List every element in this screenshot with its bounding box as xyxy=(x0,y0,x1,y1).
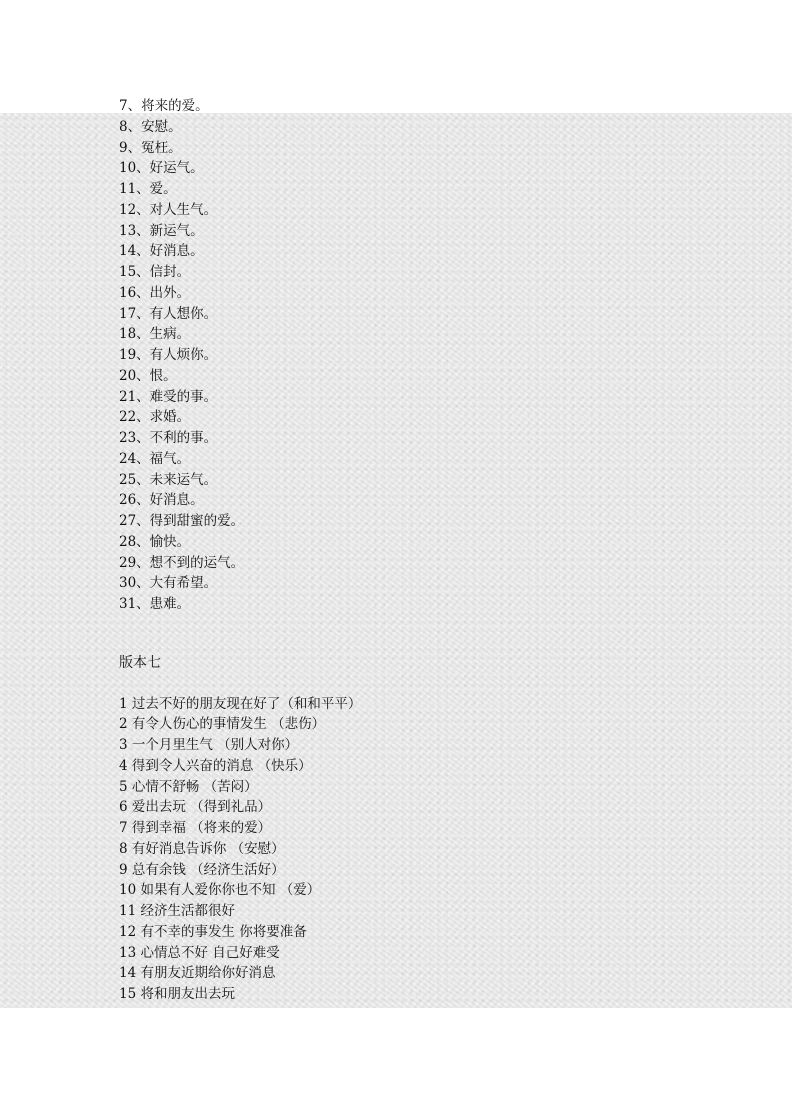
list-item: 21、难受的事。 xyxy=(119,388,218,405)
list-item: 14、好消息。 xyxy=(119,243,204,260)
list-item: 9 总有余钱 （经济生活好） xyxy=(119,861,285,878)
list-item: 4 得到令人兴奋的消息 （快乐） xyxy=(119,757,312,774)
list-item: 14 有朋友近期给你好消息 xyxy=(119,965,276,982)
list-item: 2 有令人伤心的事情发生 （悲伤） xyxy=(119,716,326,733)
numbered-list-b xyxy=(119,694,679,1005)
list-item: 13、新运气。 xyxy=(119,222,204,239)
list-item: 29、想不到的运气。 xyxy=(119,554,245,571)
numbered-list-a xyxy=(119,96,679,615)
list-item: 8 有好消息告诉你 （安慰） xyxy=(119,840,285,857)
list-item: 22、求婚。 xyxy=(119,409,191,426)
document-body xyxy=(119,96,679,1005)
list-item: 8、安慰。 xyxy=(119,118,182,135)
list-item: 30、大有希望。 xyxy=(119,575,218,592)
list-item: 19、有人烦你。 xyxy=(119,347,218,363)
list-item: 7 得到幸福 （将来的爱） xyxy=(119,820,272,836)
list-item: 7、将来的爱。 xyxy=(119,98,209,114)
list-item: 10、好运气。 xyxy=(119,160,204,177)
list-item: 6 爱出去玩 （得到礼品） xyxy=(119,799,272,816)
list-item: 15 将和朋友出去玩 xyxy=(119,986,235,1002)
list-item: 24、福气。 xyxy=(119,450,191,467)
list-item: 31、患难。 xyxy=(119,596,191,612)
list-item: 12 有不幸的事发生 你将要准备 xyxy=(119,923,307,940)
section-heading: 版本七 xyxy=(119,654,161,671)
list-item: 17、有人想你。 xyxy=(119,305,218,322)
list-item: 28、愉快。 xyxy=(119,533,191,550)
list-item: 23、不利的事。 xyxy=(119,430,218,446)
list-item: 3 一个月里生气 （别人对你） xyxy=(119,737,299,753)
list-item: 26、好消息。 xyxy=(119,492,204,509)
list-item: 20、恨。 xyxy=(119,367,177,384)
list-item: 12、对人生气。 xyxy=(119,201,218,218)
list-item: 16、出外。 xyxy=(119,284,191,301)
section-spacer xyxy=(119,674,679,694)
list-item: 15、信封。 xyxy=(119,264,191,280)
list-item: 27、得到甜蜜的爱。 xyxy=(119,513,245,529)
section-spacer xyxy=(119,615,679,653)
list-item: 25、未来运气。 xyxy=(119,471,218,488)
list-item: 10 如果有人爱你你也不知 （爱） xyxy=(119,882,321,899)
list-item: 9、冤枉。 xyxy=(119,139,182,156)
list-item: 13 心情总不好 自己好难受 xyxy=(119,944,280,961)
list-item: 5 心情不舒畅 （苦闷） xyxy=(119,778,258,795)
list-item: 18、生病。 xyxy=(119,326,191,343)
list-item: 11、爱。 xyxy=(119,181,177,197)
list-item: 1 过去不好的朋友现在好了（和和平平） xyxy=(119,695,362,712)
list-item: 11 经济生活都很好 xyxy=(119,903,235,919)
